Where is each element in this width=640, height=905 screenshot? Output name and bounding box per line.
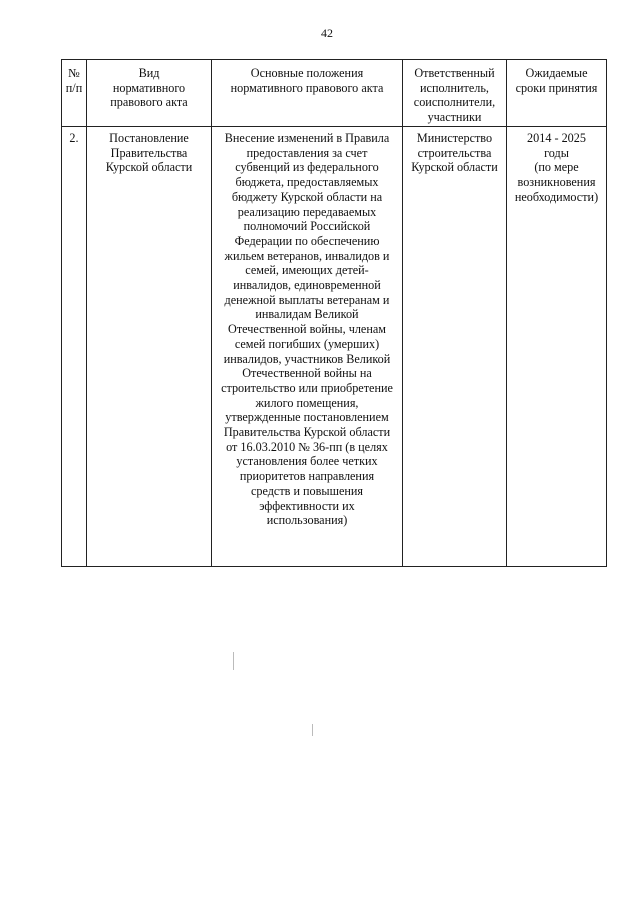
- header-act-content: [212, 60, 403, 127]
- row-act-type-cell: [87, 127, 212, 567]
- header-act-type-label: Вид нормативного правового акта: [110, 66, 188, 110]
- header-dates: [507, 60, 607, 127]
- scan-artifact-line: [312, 724, 313, 736]
- header-responsible: [403, 60, 507, 127]
- table-row: [62, 127, 607, 567]
- header-act-type: [87, 60, 212, 127]
- row-number-cell: [62, 127, 87, 567]
- row-responsible: Министерство строительства Курской области: [411, 131, 498, 175]
- header-dates-label: Ожидаемые сроки принятия: [515, 66, 598, 95]
- page-number: 42: [321, 26, 333, 40]
- header-responsible-label: Ответственный исполнитель, соисполнители, участники: [413, 66, 496, 125]
- scan-artifact-line: [233, 652, 234, 670]
- row-act-type: Постановление Правительства Курской области: [105, 131, 193, 175]
- header-number-label: № п/п: [65, 66, 83, 95]
- header-act-content-label: Основные положения нормативного правового акта: [230, 66, 384, 95]
- table-header-row: [62, 60, 607, 127]
- row-number: 2.: [69, 131, 79, 145]
- row-dates-cell: [507, 127, 607, 567]
- row-act-content-cell: [212, 127, 403, 567]
- regulatory-acts-table: [61, 59, 607, 567]
- row-responsible-cell: [403, 127, 507, 567]
- row-act-content: Внесение изменений в Правила предоставления за счет субвенций из федерального бюджета, предоставляемых бюджету Курской области на реализацию передаваемых полномочий Российской Федерации по обеспечению жильем ветеранов, инвалидов и семей, имеющих детей- инвалидов, единовременной денежной выплаты ветеранам и инвалидам Великой Отечественной войны, членам семей погибших (умерших) инвалидов, участников Великой Отечественной войны на строительство или приобретение жилого помещения, утвержденные постановлением Правительства Курской области от 16.03.2010 № 36-пп (в целях установления более четких приоритетов направления средств и повышения эффективности их использования): [221, 131, 393, 528]
- row-dates: 2014 - 2025 годы (по мере возникновения необходимости): [514, 131, 599, 204]
- header-number: [62, 60, 87, 127]
